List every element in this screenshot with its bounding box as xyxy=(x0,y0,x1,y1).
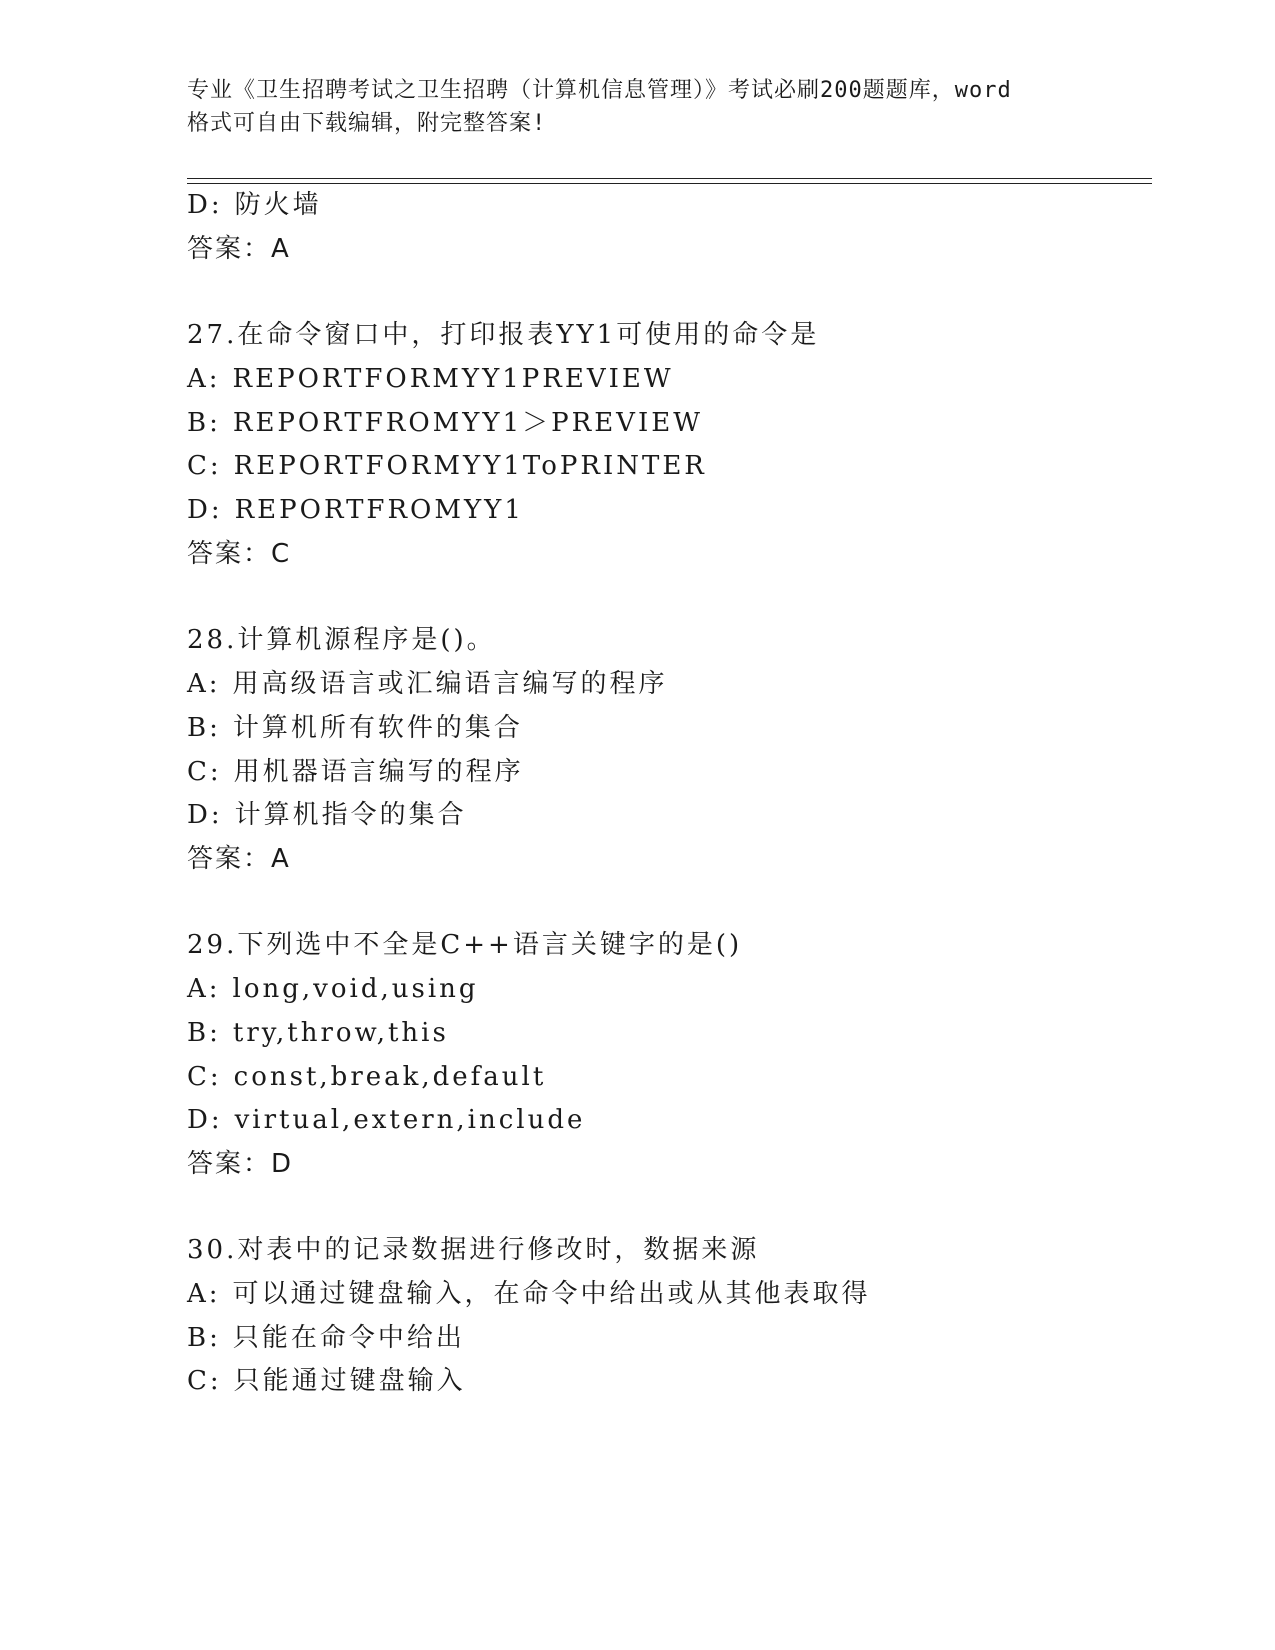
option-line xyxy=(187,1321,465,1355)
option-line xyxy=(187,1060,546,1094)
question-text: 27.在命令窗口中，打印报表YY1可使用的命令是 xyxy=(187,320,820,350)
option-text: REPORTFORMYY1PREVIEW xyxy=(232,364,674,394)
question-text: 29.下列选中不全是C++语言关键字的是() xyxy=(187,930,743,960)
option-text: 用高级语言或汇编语言编写的程序 xyxy=(232,669,668,699)
option-label: C: xyxy=(187,1366,222,1396)
option-label: C: xyxy=(187,451,222,481)
option-text: REPORTFORMYY1ToPRINTER xyxy=(233,451,707,481)
answer-text: 答案：D xyxy=(187,1149,294,1179)
option-text: long,void,using xyxy=(232,974,479,1004)
option-line xyxy=(187,1277,871,1311)
answer-text: 答案：A xyxy=(187,844,291,874)
option-line xyxy=(187,493,524,527)
option-text: virtual,extern,include xyxy=(234,1105,586,1135)
option-label: D: xyxy=(187,800,223,830)
option-label: C: xyxy=(187,757,222,787)
option-text: REPORTFROMYY1 xyxy=(234,495,524,525)
option-text: 可以通过键盘输入，在命令中给出或从其他表取得 xyxy=(232,1279,871,1309)
answer-text: 答案：A xyxy=(187,234,291,264)
option-text: 计算机所有软件的集合 xyxy=(232,713,523,743)
option-text: 用机器语言编写的程序 xyxy=(233,757,524,787)
header-line-1: 专业《卫生招聘考试之卫生招聘（计算机信息管理）》考试必刷200题题库，word xyxy=(187,78,1012,103)
option-text: 只能在命令中给出 xyxy=(232,1323,465,1353)
option-line xyxy=(187,798,467,832)
option-line xyxy=(187,1364,466,1398)
option-line xyxy=(187,406,703,440)
option-text: REPORTFROMYY1＞PREVIEW xyxy=(232,408,703,438)
question-text: 30.对表中的记录数据进行修改时，数据来源 xyxy=(187,1235,760,1265)
option-label: B: xyxy=(187,408,221,438)
option-label: C: xyxy=(187,1062,222,1092)
option-line xyxy=(187,449,707,483)
option-line xyxy=(187,711,523,745)
option-label: B: xyxy=(187,1018,221,1048)
option-label: A: xyxy=(187,1279,221,1309)
option-label: D: xyxy=(187,495,223,525)
option-line xyxy=(187,755,524,789)
header-divider-top xyxy=(187,178,1152,179)
option-line xyxy=(187,667,668,701)
option-line xyxy=(187,1016,449,1050)
question-text: 28.计算机源程序是()。 xyxy=(187,625,496,655)
option-label: A: xyxy=(187,364,221,394)
answer-text: 答案：C xyxy=(187,539,292,569)
option-label: B: xyxy=(187,1323,221,1353)
option-text: const,break,default xyxy=(233,1062,547,1092)
option-line xyxy=(187,1103,585,1137)
option-text: 只能通过键盘输入 xyxy=(233,1366,466,1396)
option-line xyxy=(187,362,674,396)
option-label: A: xyxy=(187,974,221,1004)
page-header xyxy=(187,74,1087,140)
option-text: 计算机指令的集合 xyxy=(234,800,467,830)
option-text: 防火墙 xyxy=(234,190,322,220)
option-label: D: xyxy=(187,190,223,220)
option-text: try,throw,this xyxy=(232,1018,449,1048)
option-label: B: xyxy=(187,713,221,743)
option-line xyxy=(187,972,479,1006)
option-label: A: xyxy=(187,669,221,699)
option-label: D: xyxy=(187,1105,223,1135)
header-divider-bottom xyxy=(187,183,1152,184)
option-line xyxy=(187,188,322,222)
header-line-2: 格式可自由下载编辑，附完整答案! xyxy=(187,111,547,136)
